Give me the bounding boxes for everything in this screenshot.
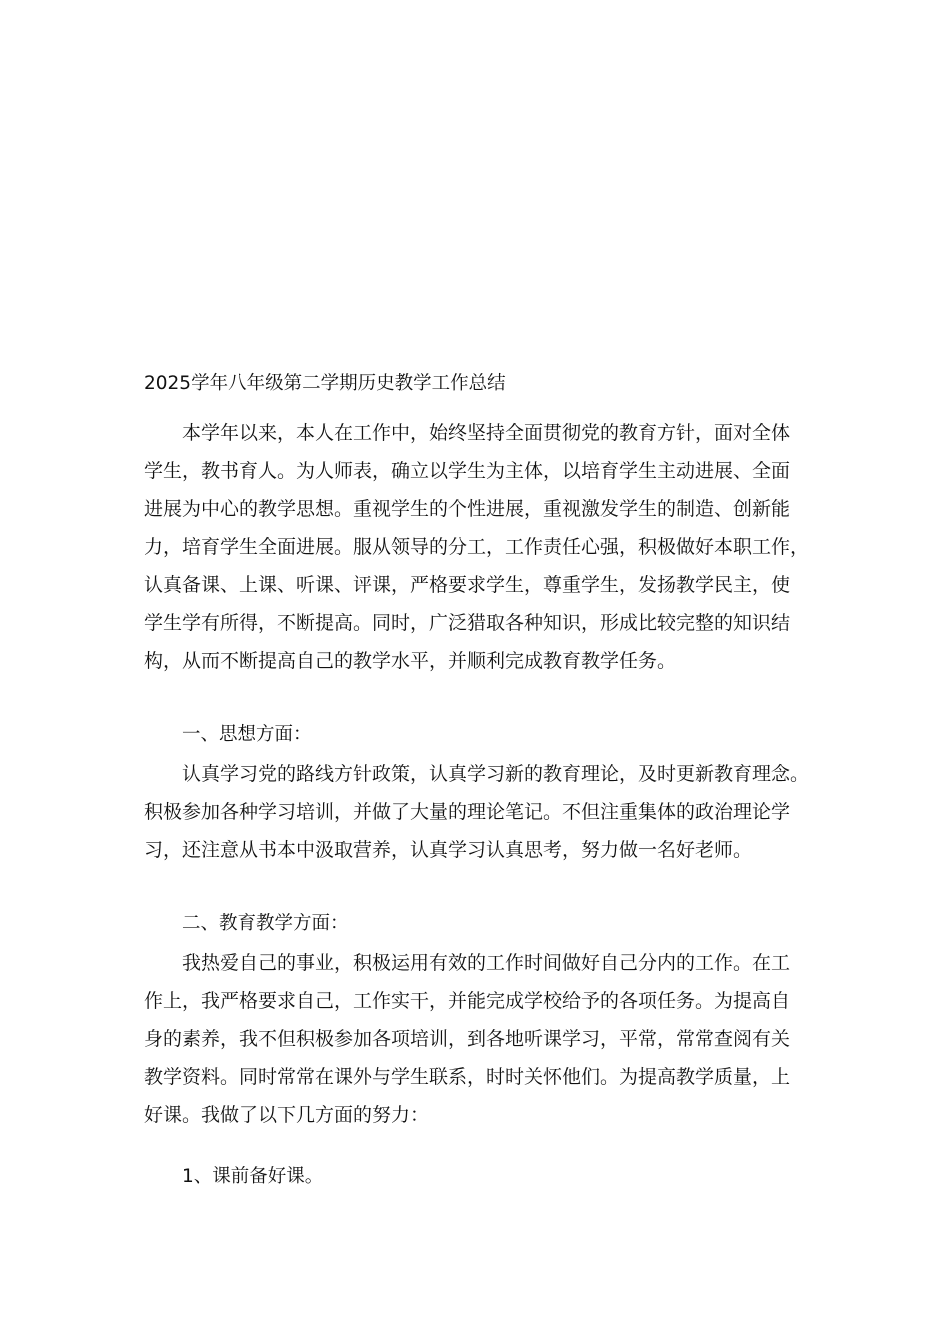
section2-line: 好课。我做了以下几方面的努力： [144,1104,430,1126]
section1-paragraph [144,755,810,869]
section2-heading: 二、教育教学方面： [182,913,349,934]
item1-heading: 1、课前备好课。 [182,1166,324,1187]
intro-line: 学生，教书育人。为人师表，确立以学生为主体，以培育学生主动进展、全面 [144,460,791,482]
intro-line: 学生学有所得，不断提高。同时，广泛猎取各种知识，形成比较完整的知识结 [144,612,791,634]
section1-line: 习，还注意从书本中汲取营养，认真学习认真思考，努力做一名好老师。 [144,839,753,861]
section2-line: 作上，我严格要求自己，工作实干，并能完成学校给予的各项任务。为提高自 [144,990,791,1012]
section2-line: 教学资料。同时常常在课外与学生联系，时时关怀他们。为提高教学质量，上 [144,1066,791,1088]
intro-line: 构，从而不断提高自己的教学水平，并顺利完成教育教学任务。 [144,650,677,672]
document-title: 2025学年八年级第二学期历史教学工作总结 [144,373,506,394]
section1-line: 积极参加各种学习培训，并做了大量的理论笔记。不但注重集体的政治理论学 [144,801,791,823]
section2-line: 我热爱自己的事业，积极运用有效的工作时间做好自己分内的工作。在工 [144,952,791,974]
section2-line: 身的素养，我不但积极参加各项培训，到各地听课学习，平常，常常查阅有关 [144,1028,791,1050]
section1-heading: 一、思想方面： [182,724,312,745]
intro-line: 本学年以来，本人在工作中，始终坚持全面贯彻党的教育方针，面对全体 [144,422,791,444]
section2-paragraph [144,944,804,1134]
section1-line: 认真学习党的路线方针政策，认真学习新的教育理论，及时更新教育理念。 [144,763,810,785]
intro-line: 力，培育学生全面进展。服从领导的分工，工作责任心强，积极做好本职工作， [144,536,810,558]
intro-line: 认真备课、上课、听课、评课，严格要求学生，尊重学生，发扬教学民主，使 [144,574,791,596]
intro-paragraph [144,414,810,680]
intro-line: 进展为中心的教学思想。重视学生的个性进展，重视激发学生的制造、创新能 [144,498,791,520]
